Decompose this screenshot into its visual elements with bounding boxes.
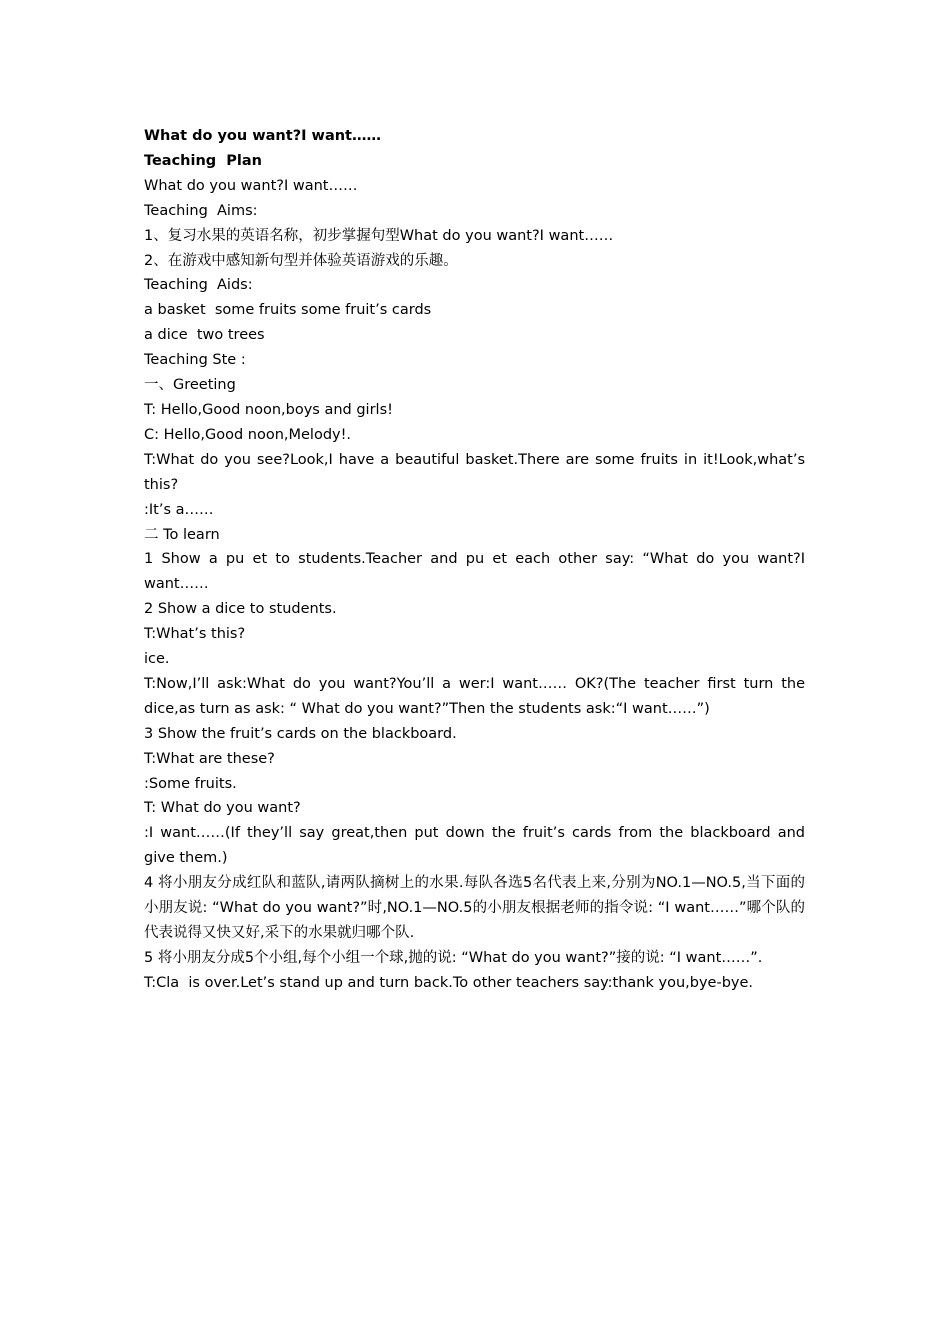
learn-step-1: 1 Show a pu et to students.Teacher and pu et each other say: “What do you want?I want……: [144, 551, 810, 593]
learn-line-5: T:Now,I’ll ask:What do you want?You’ll a wer:I want…… OK?(The teacher first turn the dice,as turn as ask: “ What do you want?”Then the students ask:“I want……”): [144, 675, 810, 717]
aims-heading: Teaching Aims:: [144, 202, 258, 219]
greeting-line-1: T: Hello,Good noon,boys and girls!: [144, 401, 393, 418]
learn-line-7: T:What are these?: [144, 750, 275, 767]
section-learn-heading: 二 To learn: [144, 526, 220, 543]
greeting-line-2: C: Hello,Good noon,Melody!.: [144, 426, 352, 443]
topic-line: What do you want?I want……: [144, 177, 358, 194]
learn-line-4: ice.: [144, 651, 170, 668]
learn-step-3: 3 Show the fruit’s cards on the blackboard.: [144, 725, 457, 742]
closing-line: T:Cla is over.Let’s stand up and turn back.To other teachers say:thank you,bye-bye.: [144, 974, 754, 991]
learn-step-2: 2 Show a dice to students.: [144, 601, 337, 618]
aids-line-1: a basket some fruits some fruit’s cards: [144, 302, 432, 319]
learn-line-10: :I want……(If they’ll say great,then put down the fruit’s cards from the blackboard and give them.): [144, 825, 810, 867]
learn-line-3: T:What’s this?: [144, 626, 246, 643]
document-title: What do you want?I want……: [144, 128, 381, 144]
aids-heading: Teaching Aids:: [144, 277, 253, 294]
aim-item-2: 2、在游戏中感知新句型并体验英语游戏的乐趣。: [144, 252, 458, 269]
section-greeting-heading: 一、Greeting: [144, 377, 236, 394]
steps-heading: Teaching Ste :: [144, 352, 246, 369]
aim-item-1: 1、复习水果的英语名称，初步掌握句型What do you want?I want……: [144, 227, 614, 244]
learn-step-5: 5 将小朋友分成5个小组,每个小组一个球,抛的说: “What do you want?”接的说: “I want……”.: [144, 949, 763, 966]
greeting-line-3: T:What do you see?Look,I have a beautiful basket.There are some fruits in it!Look,what’s this?: [144, 451, 810, 493]
learn-line-8: :Some fruits.: [144, 775, 237, 792]
learn-line-9: T: What do you want?: [144, 800, 301, 817]
document-page: [144, 124, 810, 996]
greeting-line-4: :It’s a……: [144, 501, 214, 518]
learn-step-4: 4 将小朋友分成红队和蓝队,请两队摘树上的水果.每队各选5名代表上来,分别为NO.1—NO.5,当下面的小朋友说: “What do you want?”时,NO.1—NO.5的小朋友根据老师的指令说: “I want……”哪个队的代表说得又快又好,采下的水果就归哪个队.: [144, 875, 805, 941]
aids-line-2: a dice two trees: [144, 327, 265, 344]
document-subtitle: Teaching Plan: [144, 152, 262, 169]
